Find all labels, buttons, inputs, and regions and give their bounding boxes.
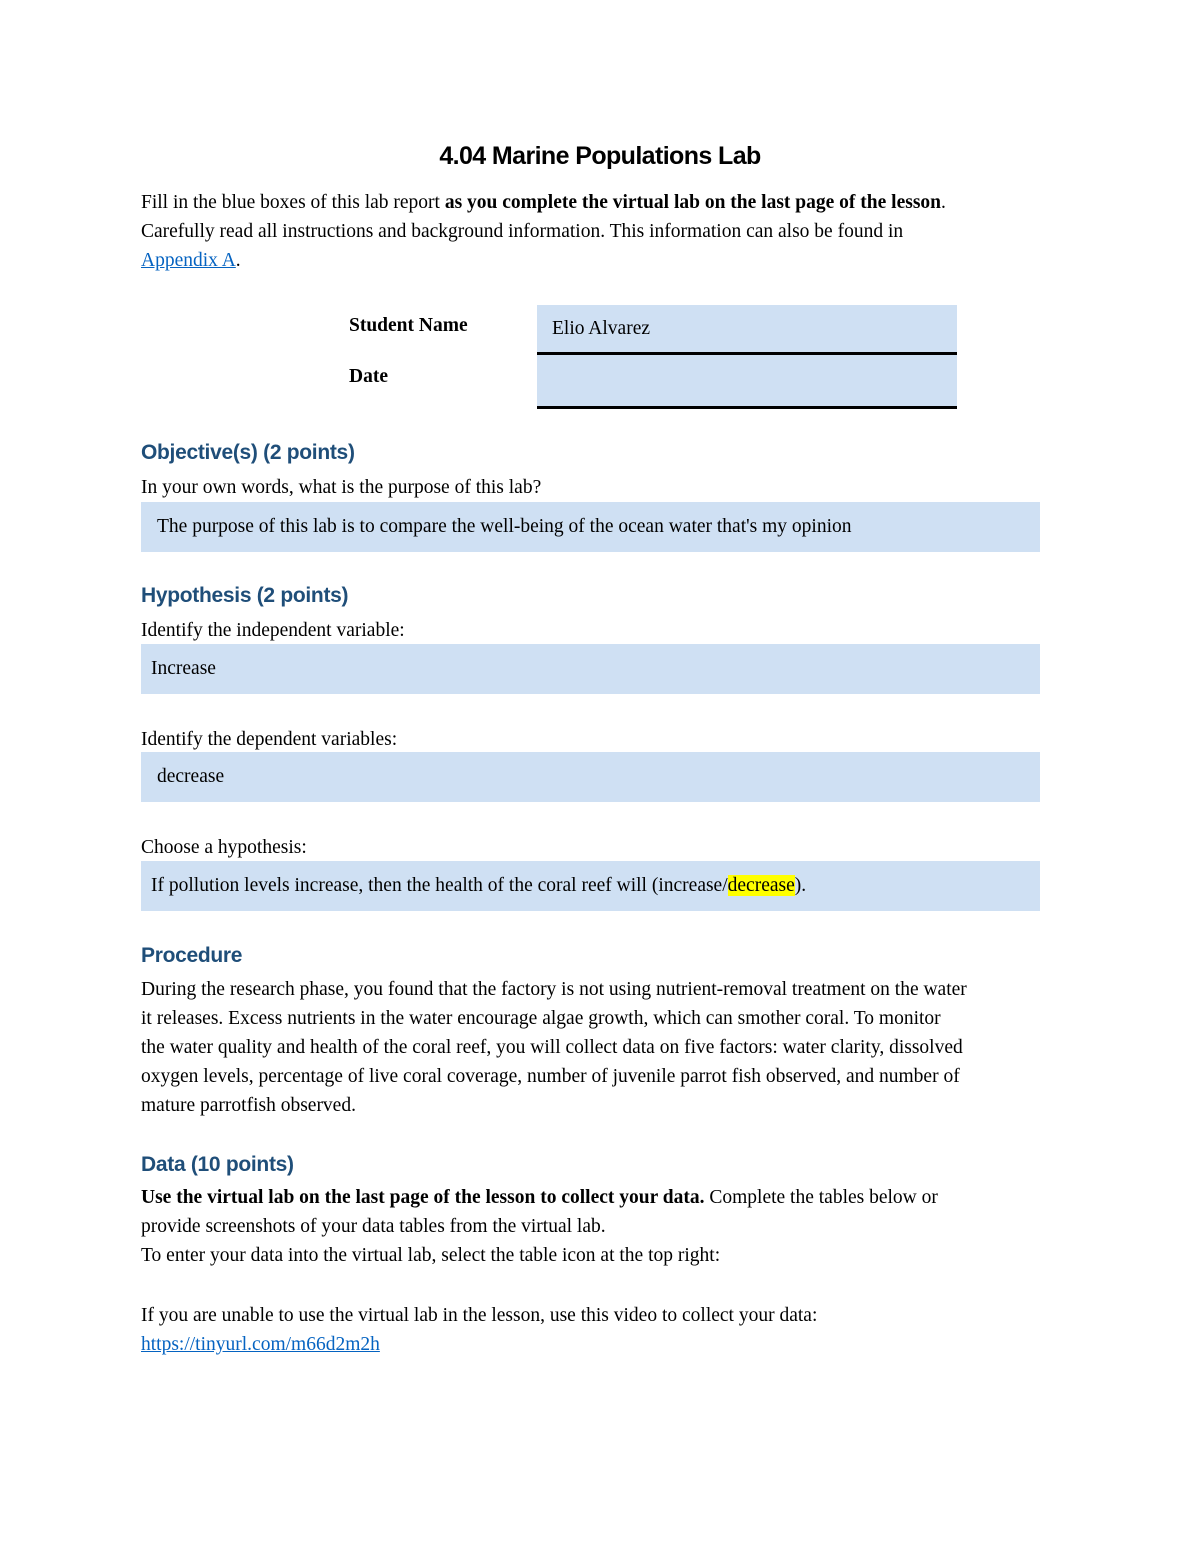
- intro-bold-text: as you complete the virtual lab on the last page of the lesson: [444, 192, 941, 213]
- date-field[interactable]: [537, 355, 957, 409]
- hypothesis-heading: Hypothesis (2 points): [141, 584, 349, 607]
- dependent-variable-answer: decrease: [157, 766, 225, 787]
- hypothesis-highlighted-choice: decrease: [727, 875, 795, 896]
- procedure-paragraph: [141, 975, 1056, 1120]
- data-heading: Data (10 points): [141, 1153, 294, 1176]
- video-paragraph: [141, 1301, 1056, 1359]
- intro-text: Fill in the blue boxes of this lab report: [141, 192, 445, 213]
- procedure-line: it releases. Excess nutrients in the water encourage algae growth, which can smother coral. To monitor: [141, 1008, 941, 1029]
- student-name-label: Student Name: [349, 315, 468, 336]
- date-label: Date: [349, 366, 388, 387]
- data-line-2: provide screenshots of your data tables from the virtual lab.: [141, 1216, 606, 1237]
- procedure-line: oxygen levels, percentage of live coral coverage, number of juvenile parrot fish observed, and number of: [141, 1066, 960, 1087]
- page-title: 4.04 Marine Populations Lab: [439, 142, 761, 170]
- video-link[interactable]: https://tinyurl.com/m66d2m2h: [141, 1334, 380, 1355]
- data-paragraph: [141, 1183, 1056, 1270]
- hypothesis-text: If pollution levels increase, then the health of the coral reef will (increase/: [151, 875, 728, 896]
- objective-answer-box[interactable]: [141, 502, 1040, 552]
- objective-answer: The purpose of this lab is to compare the well-being of the ocean water that's my opinion: [157, 516, 852, 537]
- data-bold-text: Use the virtual lab on the last page of the lesson to collect your data.: [141, 1187, 705, 1208]
- hypothesis-text-end: ).: [794, 875, 807, 896]
- choose-hypothesis-prompt: Choose a hypothesis:: [141, 837, 307, 858]
- appendix-a-link[interactable]: Appendix A: [141, 250, 236, 271]
- data-line-3: To enter your data into the virtual lab, select the table icon at the top right:: [141, 1245, 721, 1266]
- video-instruction: If you are unable to use the virtual lab in the lesson, use this video to collect your data:: [141, 1305, 818, 1326]
- intro-line-2: Carefully read all instructions and background information. This information can also be found in: [141, 221, 904, 242]
- dependent-variable-prompt: Identify the dependent variables:: [141, 729, 398, 750]
- independent-variable-prompt: Identify the independent variable:: [141, 620, 405, 641]
- intro-end: .: [235, 250, 241, 271]
- independent-variable-answer: Increase: [151, 658, 216, 679]
- intro-period: .: [941, 192, 946, 213]
- procedure-line: mature parrotfish observed.: [141, 1095, 356, 1116]
- dependent-variable-box[interactable]: [141, 752, 1040, 802]
- hypothesis-answer: [151, 875, 806, 897]
- student-name-field[interactable]: [537, 305, 957, 355]
- data-line-1-rest: Complete the tables below or: [704, 1187, 938, 1208]
- procedure-heading: Procedure: [141, 944, 243, 967]
- objective-heading: Objective(s) (2 points): [141, 441, 355, 464]
- independent-variable-box[interactable]: [141, 644, 1040, 694]
- data-line-1: [141, 1183, 1056, 1212]
- procedure-line: the water quality and health of the coral reef, you will collect data on five factors: water clarity, dissolved: [141, 1037, 963, 1058]
- student-name-value: Elio Alvarez: [552, 317, 651, 339]
- hypothesis-answer-box[interactable]: [141, 861, 1040, 911]
- procedure-line: During the research phase, you found that the factory is not using nutrient-removal treatment on the water: [141, 979, 967, 1000]
- intro-paragraph: [141, 188, 1056, 275]
- objective-prompt: In your own words, what is the purpose of this lab?: [141, 477, 542, 498]
